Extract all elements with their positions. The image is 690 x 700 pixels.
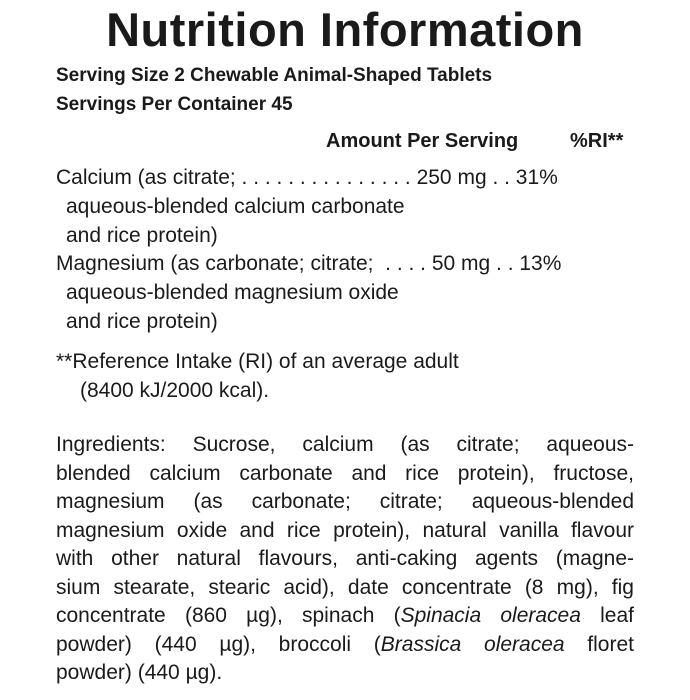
ingredients-paragraph [56, 431, 634, 688]
amount-per-serving-header: Amount Per Serving [326, 130, 519, 152]
ingredients-line: Ingredients: Sucrose, calcium (as citrate; aqueous- [56, 433, 634, 456]
footnote-line-2: (8400 kJ/2000 kcal). [80, 379, 270, 402]
ingredients-line: powder) (440 µg). [56, 661, 223, 684]
ingredients-line: with other natural flavours, anti-caking agents (magne- [56, 547, 634, 570]
nutrient-magnesium-line: Magnesium (as carbonate; citrate; . . . . 50 mg . . 13% [56, 252, 562, 275]
nutrient-magnesium-detail: aqueous-blended magnesium oxide [66, 281, 399, 304]
nutrient-calcium-detail: aqueous-blended calcium carbonate [66, 195, 405, 218]
footnote-line: **Reference Intake (RI) of an average adult [56, 350, 459, 373]
serving-size: Serving Size 2 Chewable Animal-Shaped Tablets [56, 65, 493, 86]
ingredients-text: powder) (440 µg), broccoli ( [56, 632, 381, 656]
ingredients-text: concentrate (860 µg), spinach ( [56, 604, 401, 627]
latin-name-broccoli: Brassica oleracea [380, 632, 565, 656]
ingredients-text: leaf [580, 604, 634, 627]
ri-header: %RI** [570, 130, 624, 152]
ingredients-line: magnesium oxide and rice protein), natural vanilla flavour [56, 518, 634, 542]
ingredients-line: blended calcium carbonate and rice protein), fructose, [56, 461, 634, 485]
ingredients-text: floret [564, 632, 634, 656]
panel-title: Nutrition Information [106, 3, 584, 56]
ingredients-line: magnesium (as carbonate; citrate; aqueous-blended [56, 490, 634, 513]
nutrient-calcium-line: Calcium (as citrate; . . . . . . . . . . . . . . . 250 mg . . 31% [56, 166, 558, 189]
servings-per-container: Servings Per Container 45 [56, 94, 293, 115]
ingredients-line [56, 602, 634, 631]
ingredients-line: sium stearate, stearic acid), date concentrate (8 mg), fig [56, 575, 634, 599]
ingredients-line [56, 631, 634, 660]
nutrient-calcium-detail-2: and rice protein) [66, 224, 218, 247]
nutrient-magnesium-detail-2: and rice protein) [66, 310, 218, 333]
latin-name-spinach: Spinacia oleracea [400, 604, 581, 627]
